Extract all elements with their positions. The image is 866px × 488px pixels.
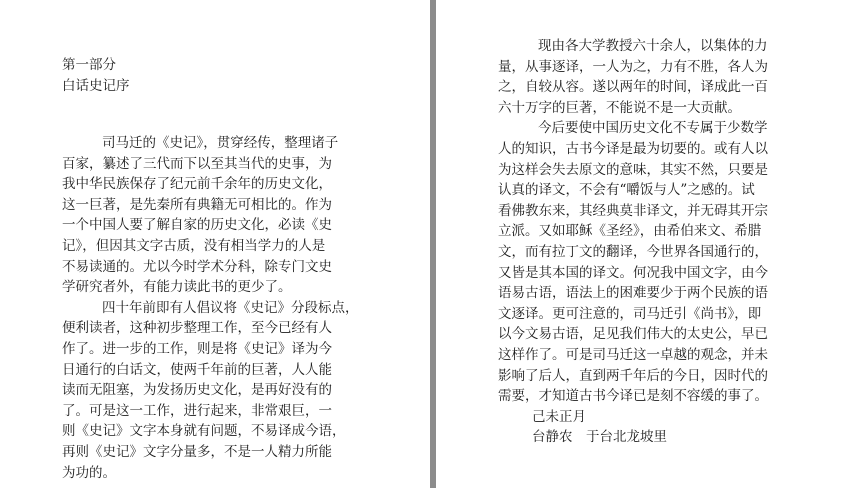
text-line: 日通行的白话文，使两千年前的巨著，人人能 <box>62 361 332 378</box>
left-page-text <box>62 133 382 483</box>
part-title: 第一部分 <box>62 57 116 73</box>
text-line: 人的知识，古书今译是最为切要的。或有人以 <box>498 140 768 157</box>
text-line: 六十万字的巨著，不能说不是一大贡献。 <box>498 99 741 116</box>
text-line: 记》，但因其文字古质，没有相当学力的人是 <box>62 237 326 254</box>
text-line: 量，从事逐译，一人为之，力有不胜，各人为 <box>498 58 768 75</box>
text-line: 看佛教东来，其经典莫非译文，并无碍其开宗 <box>498 202 768 219</box>
text-line: 了。可是这一工作，进行起来，非常艰巨，一 <box>62 402 332 419</box>
text-line: 读而无阻塞，为发扬历史文化，是再好没有的 <box>62 382 332 399</box>
text-line: 现由各大学教授六十余人，以集体的力 <box>538 38 768 54</box>
text-line: 为这样会失去原文的意味，其实不然，只要是 <box>498 161 768 178</box>
text-line: 文逐译。更可注意的，司马迁引《尚书》，即 <box>498 305 762 322</box>
date-line: 己未正月 <box>532 408 586 425</box>
text-line: 不易读通的。尤以今时学术分科，除专门文史 <box>62 258 332 275</box>
text-line: 今后要使中国历史文化不专属于少数学 <box>538 120 768 137</box>
text-line: 影响了后人，直到两千年后的今日，因时代的 <box>498 367 768 384</box>
text-line: 我中华民族保存了纪元前千余年的历史文化， <box>62 176 332 193</box>
text-line: 文，而有拉丁文的翻译，今世界各国通行的， <box>498 243 768 260</box>
text-line: 学研究者外，有能力读此书的更少了。 <box>62 279 292 296</box>
text-line: 司马迁的《史记》，贯穿经传，整理诸子 <box>102 135 339 151</box>
text-line: 语易古语，语法上的困难要少于两个民族的语 <box>498 285 768 302</box>
text-line: 则《史记》文字本身就有问题，不易译成今语， <box>62 423 346 440</box>
text-line: 需要，才知道古书今译已是刻不容缓的事了。 <box>498 388 768 405</box>
text-line: 之，自较从容。遂以两年的时间，译成此一百 <box>498 79 768 96</box>
section-title: 白话史记序 <box>62 78 130 94</box>
text-line: 百家，纂述了三代而下以至其当代的史事，为 <box>62 155 332 172</box>
text-line: 四十年前即有人倡议将《史记》分段标点， <box>102 299 359 316</box>
text-line: 一个中国人要了解自家的历史文化，必读《史 <box>62 217 332 234</box>
text-line: 认真的译文，不会有“嚼饭与人”之感的。试 <box>498 182 755 199</box>
text-line: 再则《史记》文字分量多，不是一人精力所能 <box>62 443 332 460</box>
signature-line: 台静农 于台北龙坡里 <box>532 429 667 446</box>
text-line: 以今文易古语，足见我们伟大的太史公，早已 <box>498 326 768 343</box>
text-line: 便利读者，这种初步整理工作，至今已经有人 <box>62 320 332 337</box>
right-page-text <box>498 36 818 448</box>
text-line: 为功的。 <box>62 464 116 481</box>
text-line: 又皆是其本国的译文。何况我中国文字，由今 <box>498 264 768 281</box>
text-line: 这样作了。可是司马迁这一卓越的观念，并未 <box>498 346 768 363</box>
text-line: 立派。又如耶稣《圣经》，由希伯来文、希腊 <box>498 223 762 240</box>
text-line: 作了。进一步的工作，则是将《史记》译为今 <box>62 340 332 357</box>
text-line: 这一巨著，是先秦所有典籍无可相比的。作为 <box>62 196 332 213</box>
